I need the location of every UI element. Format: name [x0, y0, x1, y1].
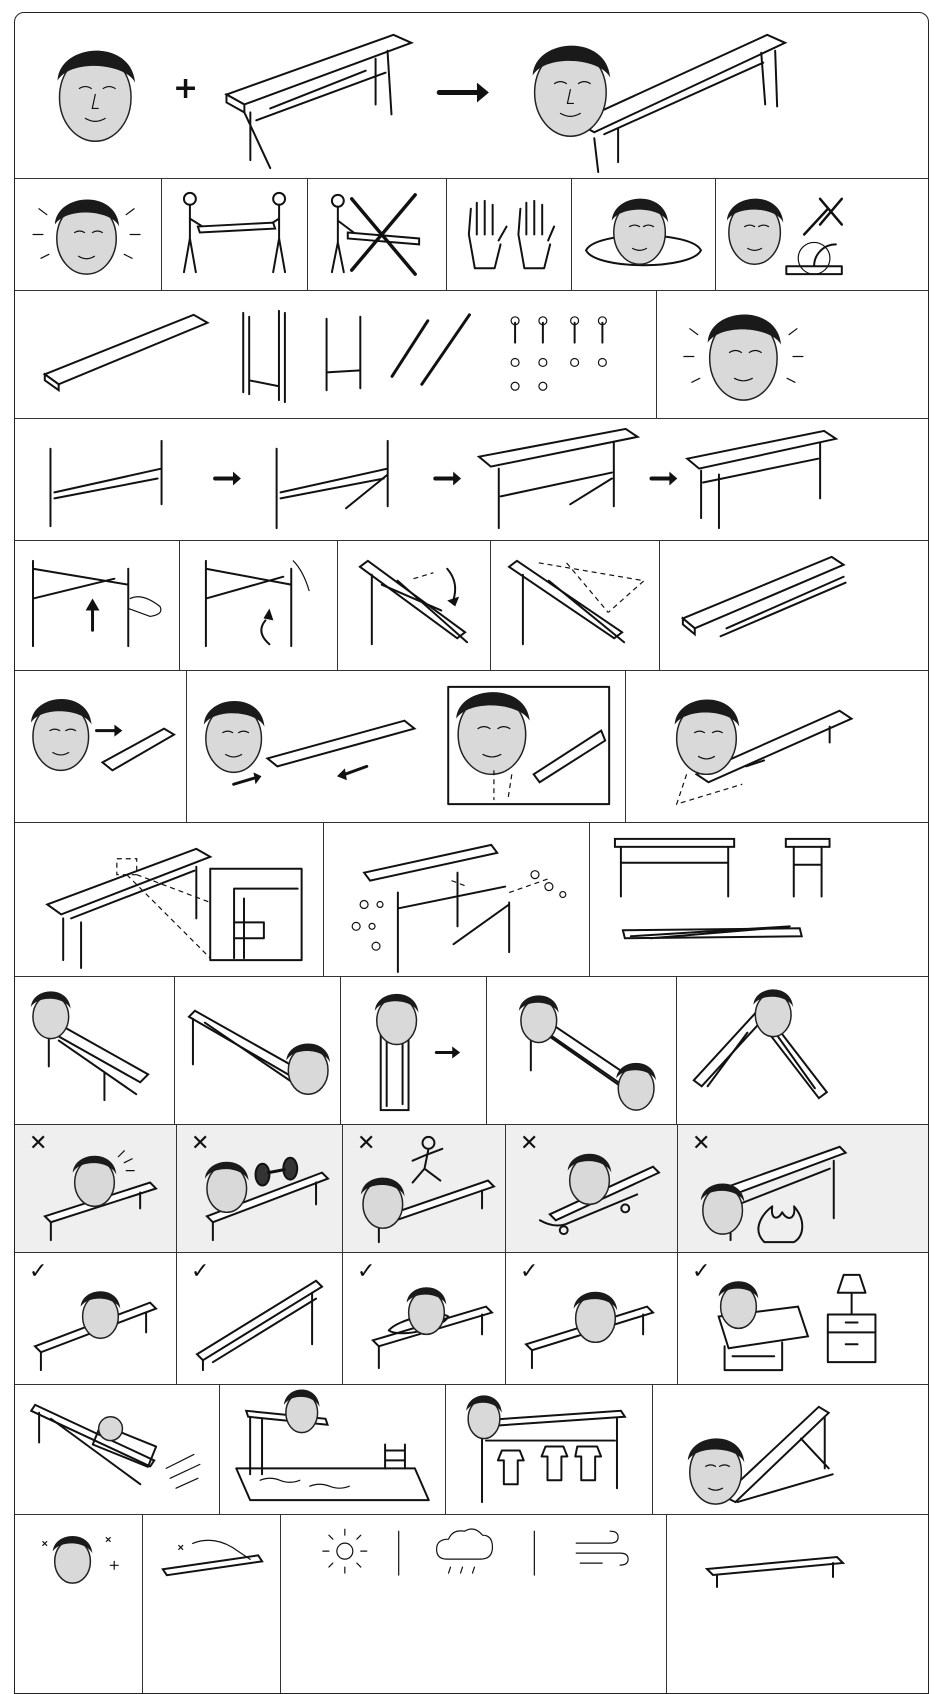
side-views-icon [615, 839, 830, 938]
panel-slope-face-top [15, 977, 175, 1124]
no-saw-icon [727, 199, 842, 275]
face-on-folded-icon [675, 700, 852, 805]
arrow-icon [215, 472, 241, 486]
box-slide-icon [31, 1405, 200, 1488]
panel-head-rest [506, 1253, 678, 1384]
panel-wipe [143, 1515, 281, 1693]
table-icon [226, 35, 411, 168]
ramp-icon [688, 1407, 833, 1504]
panel-face-to-board [15, 671, 187, 822]
formula-row [15, 13, 928, 179]
hardware-row [15, 823, 928, 977]
slope-face-top-icon [31, 991, 148, 1100]
face-icon [58, 51, 136, 142]
panel-no-running [343, 1125, 506, 1252]
panel-lift-lever [15, 541, 180, 670]
panel-no-dumbbell [177, 1125, 343, 1252]
dont-mark: ✕ [29, 1131, 48, 1156]
slope-icon [197, 1281, 322, 1370]
panel-face-on-folded [626, 671, 928, 822]
dont-row [15, 1125, 928, 1253]
panel-no-skateboard [506, 1125, 678, 1252]
no-single-carry-icon [332, 195, 419, 274]
panel-vertical [341, 977, 487, 1124]
formula-illustration [15, 13, 928, 178]
folding-row [15, 541, 928, 671]
fold-leg-dashed-icon [509, 561, 644, 644]
flat-table-icon [707, 1557, 843, 1587]
panel-face-alert [657, 291, 928, 418]
no-dumbbell-icon [205, 1158, 328, 1240]
panel-slope-face-bottom [175, 977, 341, 1124]
panel-push-together [187, 671, 626, 822]
panel-face-on-pillow [572, 179, 716, 290]
panel-flat-table [667, 1515, 928, 1693]
wind-icon [576, 1531, 628, 1565]
sun-icon [323, 1529, 367, 1573]
dont-mark: ✕ [357, 1131, 376, 1156]
panel-no-saw [716, 179, 928, 290]
bolts-icon [511, 317, 606, 390]
panel-bracket-detail [15, 823, 324, 976]
panel-clothes-rack [446, 1385, 653, 1514]
rotate-lever-icon [206, 561, 309, 646]
weather-divider [399, 1531, 535, 1575]
panel-sparkle [15, 1515, 143, 1693]
clothes-rack-icon [466, 1395, 625, 1502]
face-icon [33, 200, 140, 275]
fold-leg-icon [360, 561, 467, 644]
panel-no-single-carry [308, 179, 447, 290]
exploded-bolts-icon [352, 845, 566, 972]
panel-both-ends [487, 977, 677, 1124]
frame-step-1 [50, 441, 161, 526]
panel-slope [177, 1253, 343, 1384]
do-mark: ✓ [29, 1259, 48, 1284]
wipe-icon [163, 1540, 262, 1575]
dont-mark: ✕ [520, 1131, 539, 1156]
safety-row [15, 179, 928, 291]
sparkle-face-icon [43, 1536, 118, 1583]
no-fire-icon [701, 1147, 846, 1242]
panel-pool [220, 1385, 446, 1514]
a-frame-icon [694, 989, 827, 1098]
lift-lever-icon [33, 561, 161, 646]
bedside-icon [719, 1275, 876, 1370]
tabletop-part [45, 315, 208, 390]
panel-fold-leg [338, 541, 491, 670]
uses-row [15, 1385, 928, 1515]
bracket-detail-icon [47, 849, 301, 968]
panel-weather [281, 1515, 667, 1693]
head-rest-icon [526, 1292, 653, 1368]
do-mark: ✓ [357, 1259, 376, 1284]
gloves-icon [469, 201, 554, 268]
lying-icon [35, 1291, 156, 1370]
placement-row [15, 671, 928, 823]
both-ends-icon [519, 995, 656, 1110]
panel-fold-leg-dashed [491, 541, 660, 670]
panel-exploded-bolts [324, 823, 590, 976]
care-row [15, 1515, 928, 1693]
pillow-rest-icon [373, 1287, 492, 1368]
leg-frame-part [243, 311, 360, 402]
face-to-board-icon [31, 699, 174, 770]
no-stomp-icon [45, 1151, 156, 1240]
carry-icon [184, 193, 285, 272]
panel-pillow-rest [343, 1253, 506, 1384]
folded-table-icon [683, 557, 846, 636]
panel-rotate-lever [180, 541, 338, 670]
panel-folded-table [660, 541, 928, 670]
assembly-illustration [15, 419, 928, 540]
push-together-icon [204, 687, 609, 804]
panel-two-person-carry [162, 179, 308, 290]
panel-side-views [590, 823, 928, 976]
poses-row [15, 977, 928, 1125]
arrow-icon [439, 83, 489, 103]
parts-row [15, 291, 928, 419]
arrow-icon [435, 472, 461, 486]
slope-face-bottom-icon [189, 1011, 330, 1094]
assembly-row [15, 419, 928, 541]
panel-no-stomp [15, 1125, 177, 1252]
panel-box-slide [15, 1385, 220, 1514]
rain-cloud-icon [437, 1529, 493, 1573]
pool-icon [236, 1389, 429, 1500]
dont-mark: ✕ [692, 1131, 711, 1156]
do-mark: ✓ [692, 1259, 711, 1284]
table-step-3 [479, 429, 638, 528]
frame-step-2 [277, 441, 388, 528]
face-icon [684, 315, 803, 401]
no-skateboard-icon [540, 1154, 659, 1234]
plus-sign: + [173, 71, 199, 106]
arrow-icon [652, 472, 678, 486]
panel-gloves [447, 179, 572, 290]
panel-bedside [678, 1253, 928, 1384]
face-on-table-icon [533, 35, 785, 172]
panel-face-alert [15, 179, 162, 290]
table-step-4 [687, 431, 836, 528]
vertical-icon [375, 994, 460, 1110]
panel-no-fire [678, 1125, 928, 1252]
do-row [15, 1253, 928, 1385]
panel-ramp [653, 1385, 928, 1514]
panel-parts [15, 291, 657, 418]
no-running-icon [361, 1137, 494, 1242]
dont-mark: ✕ [191, 1131, 210, 1156]
panel-a-frame [677, 977, 928, 1124]
panel-lying [15, 1253, 177, 1384]
do-mark: ✓ [191, 1259, 210, 1284]
do-mark: ✓ [520, 1259, 539, 1284]
instruction-sheet [14, 12, 929, 1694]
pillow-icon [586, 199, 701, 266]
brace-part [392, 315, 469, 384]
